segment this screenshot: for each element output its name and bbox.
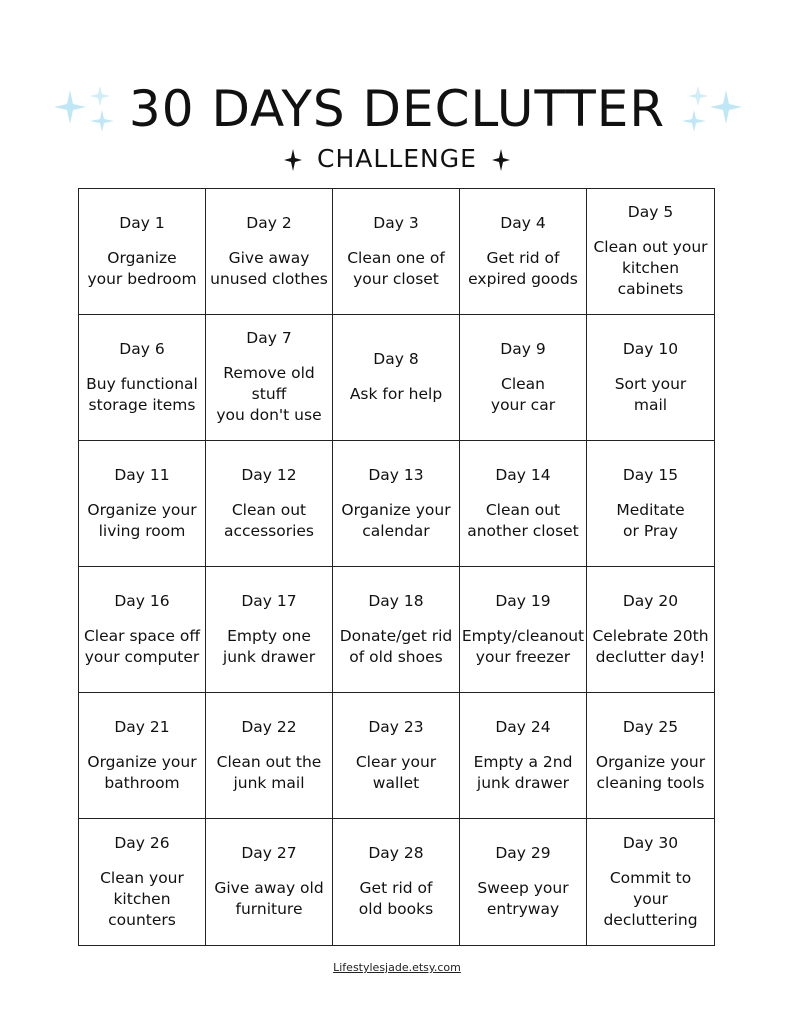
day-label: Day 2 (246, 213, 292, 232)
day-cell (206, 315, 333, 441)
day-cell (587, 567, 714, 693)
day-cell (79, 189, 206, 315)
day-label: Day 14 (495, 465, 551, 484)
day-task: Donate/get rid of old shoes (339, 626, 453, 666)
four-point-star-icon (284, 149, 302, 171)
day-task: Give away old furniture (214, 879, 324, 918)
day-cell (206, 567, 333, 693)
day-cell (79, 693, 206, 819)
day-label: Day 13 (368, 465, 424, 484)
day-task: Give away unused clothes (210, 248, 328, 288)
day-label: Day 29 (495, 844, 551, 862)
day-task: Empty/cleanout your freezer (461, 626, 585, 666)
day-cell (460, 441, 587, 567)
day-label: Day 21 (114, 717, 170, 736)
day-task: Empty one junk drawer (222, 626, 316, 666)
day-label: Day 30 (622, 833, 679, 852)
day-task: Empty a 2nd junk drawer (473, 752, 573, 792)
day-cell (587, 189, 714, 315)
day-label: Day 19 (495, 591, 551, 610)
day-label: Day 18 (368, 591, 424, 610)
day-label: Day 28 (368, 844, 424, 862)
day-task: Organize your cleaning tools (595, 752, 706, 792)
day-label: Day 9 (500, 339, 546, 358)
day-cell (79, 819, 206, 945)
day-label: Day 25 (622, 717, 679, 736)
day-task: Clean your kitchen counters (100, 868, 184, 929)
day-cell (79, 567, 206, 693)
day-task: Remove old stuff you don't use (216, 364, 322, 424)
day-label: Day 12 (241, 465, 297, 484)
day-cell (460, 819, 587, 945)
day-task: Meditate or Pray (616, 500, 685, 540)
day-task: Organize your bedroom (87, 248, 197, 288)
day-cell (206, 441, 333, 567)
day-cell (206, 819, 333, 945)
day-task: Clear your wallet (355, 752, 437, 792)
four-point-star-icon (492, 149, 510, 171)
day-label: Day 17 (241, 591, 297, 610)
day-label: Day 8 (373, 350, 419, 368)
day-task: Clear space off your computer (83, 626, 201, 666)
day-cell (587, 693, 714, 819)
day-task: Ask for help (349, 385, 443, 403)
day-cell (206, 189, 333, 315)
day-cell (206, 693, 333, 819)
page-subtitle (0, 142, 794, 176)
day-label: Day 7 (246, 329, 292, 347)
day-cell (587, 819, 714, 945)
day-task: Sweep your entryway (477, 879, 569, 918)
day-cell (333, 567, 460, 693)
page-title: 30 DAYS DECLUTTER (128, 80, 666, 138)
day-label: Day 6 (119, 339, 165, 358)
day-cell (79, 315, 206, 441)
day-task: Get rid of old books (358, 879, 434, 918)
day-label: Day 5 (627, 203, 674, 221)
day-task: Celebrate 20th declutter day! (592, 626, 709, 666)
day-cell (333, 189, 460, 315)
day-cell (333, 441, 460, 567)
day-cell (587, 315, 714, 441)
day-task: Commit to your decluttering (603, 868, 698, 929)
day-task: Buy functional storage items (86, 374, 198, 414)
day-task: Organize your calendar (341, 500, 451, 540)
challenge-grid (78, 188, 715, 946)
day-label: Day 10 (622, 339, 679, 358)
day-label: Day 16 (114, 591, 170, 610)
day-label: Day 1 (119, 213, 165, 232)
day-cell (460, 693, 587, 819)
day-cell (79, 441, 206, 567)
day-cell (587, 441, 714, 567)
day-label: Day 22 (241, 717, 297, 736)
day-cell (333, 819, 460, 945)
day-task: Clean out the junk mail (216, 752, 322, 792)
day-label: Day 11 (114, 465, 170, 484)
day-cell (460, 315, 587, 441)
footer-link[interactable]: Lifestylesjade.etsy.com (333, 961, 461, 974)
day-label: Day 20 (622, 591, 679, 610)
day-label: Day 4 (500, 213, 546, 232)
day-task: Clean out your kitchen cabinets (593, 238, 708, 298)
day-cell (460, 189, 587, 315)
day-task: Clean out another closet (467, 500, 579, 540)
day-task: Clean out accessories (223, 500, 314, 540)
day-label: Day 3 (373, 213, 419, 232)
day-task: Sort your mail (614, 374, 687, 414)
day-task: Clean one of your closet (347, 248, 445, 288)
day-label: Day 23 (368, 717, 424, 736)
day-task: Organize your bathroom (87, 752, 197, 792)
day-cell (460, 567, 587, 693)
day-label: Day 26 (114, 833, 170, 852)
day-cell (333, 315, 460, 441)
day-label: Day 15 (622, 465, 679, 484)
subtitle-text: CHALLENGE (317, 144, 477, 173)
day-task: Clean your car (490, 374, 556, 414)
day-task: Get rid of expired goods (468, 248, 578, 288)
day-label: Day 27 (241, 844, 297, 862)
day-label: Day 24 (495, 717, 551, 736)
day-task: Organize your living room (87, 500, 197, 540)
day-cell (333, 693, 460, 819)
